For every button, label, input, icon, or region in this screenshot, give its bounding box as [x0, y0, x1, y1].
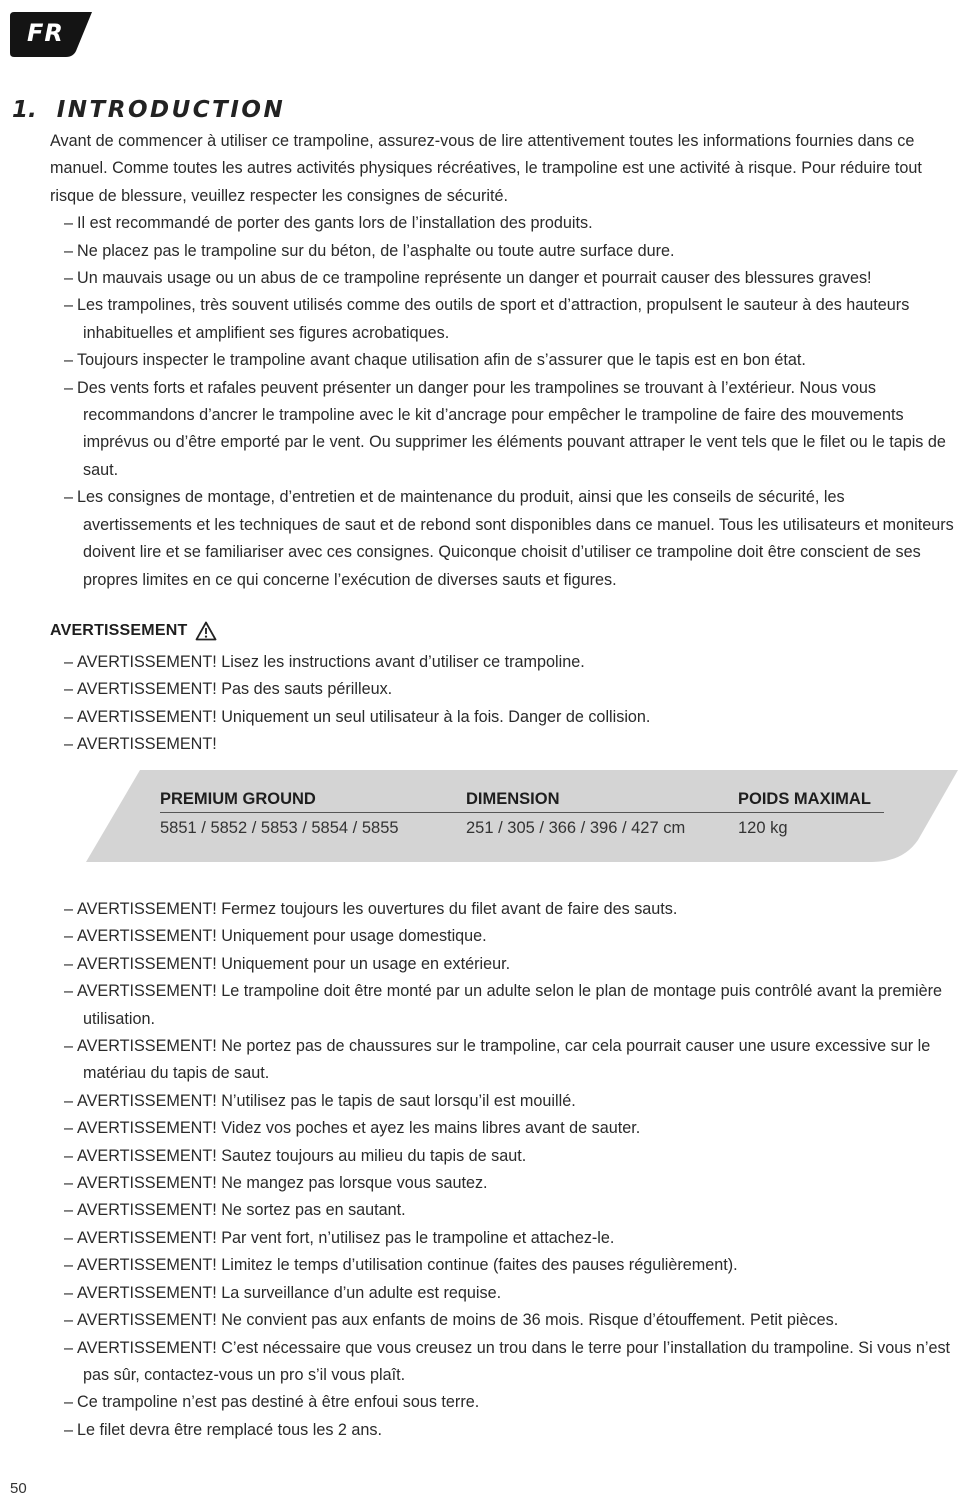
- list-item: – AVERTISSEMENT!: [64, 735, 217, 754]
- warning-heading: [50, 621, 217, 641]
- list-item: – AVERTISSEMENT! La surveillance d’un adulte est requise.: [64, 1283, 502, 1302]
- list-item: – AVERTISSEMENT! Ne portez pas de chaussures sur le trampoline, car cela pourrait causer une usure excessive sur le matériau du tapis de saut.: [64, 1037, 931, 1083]
- warning-heading-text: AVERTISSEMENT: [50, 622, 188, 639]
- list-item: – Il est recommandé de porter des gants lors de l’installation des produits.: [64, 214, 593, 233]
- warning-list-2: [50, 896, 954, 1444]
- spec-value-dimension: 251 / 305 / 366 / 396 / 427 cm: [466, 819, 686, 837]
- intro-paragraph: Avant de commencer à utiliser ce trampoline, assurez-vous de lire attentivement toutes les informations fournies dans ce manuel. Comme toutes les autres activités physiques récréatives, le trampoline est une activité à risque. Pour réduire tout risque de blessure, veuillez respecter les consignes de sécurité.: [50, 132, 922, 205]
- spec-value-max-weight: 120 kg: [738, 819, 788, 837]
- list-item: – AVERTISSEMENT! Limitez le temps d’utilisation continue (faites des pauses régulièrement).: [64, 1256, 738, 1275]
- list-item: – AVERTISSEMENT! Uniquement pour usage domestique.: [64, 927, 487, 946]
- list-item: – Toujours inspecter le trampoline avant chaque utilisation afin de s’assurer que le tapis est en bon état.: [64, 351, 806, 370]
- list-item: – AVERTISSEMENT! N’utilisez pas le tapis de saut lorsqu’il est mouillé.: [64, 1091, 576, 1110]
- list-item: – AVERTISSEMENT! Ne sortez pas en sautant.: [64, 1201, 406, 1220]
- section-title-text: INTRODUCTION: [56, 97, 286, 123]
- list-item: – AVERTISSEMENT! Le trampoline doit être monté par un adulte selon le plan de montage puis contrôlé avant la première utilisation.: [64, 982, 943, 1028]
- list-item: – Ne placez pas le trampoline sur du béton, de l’asphalte ou toute autre surface dure.: [64, 241, 675, 260]
- list-item: – Les trampolines, très souvent utilisés comme des outils de sport et d’attraction, propulsent le sauteur à des hauteurs inhabituelles et amplifient ses figures acrobatiques.: [64, 296, 910, 342]
- warning-triangle-icon: [195, 621, 217, 641]
- section-title: [12, 97, 285, 123]
- list-item: – AVERTISSEMENT! Uniquement pour un usage en extérieur.: [64, 954, 511, 973]
- list-item: – Ce trampoline n’est pas destiné à être enfoui sous terre.: [64, 1393, 480, 1412]
- warning-list-1: [50, 649, 954, 759]
- list-item: – AVERTISSEMENT! Ne convient pas aux enfants de moins de 36 mois. Risque d’étouffement. Petit pièces.: [64, 1311, 839, 1330]
- list-item: – Le filet devra être remplacé tous les 2 ans.: [64, 1420, 383, 1439]
- spec-header-model: PREMIUM GROUND: [160, 788, 466, 813]
- list-item: – Les consignes de montage, d’entretien et de maintenance du produit, ainsi que les conseils de sécurité, les avertissements et les techniques de saut et de rebond sont disponibles dans ce manuel. Tous les utilisateurs et moniteurs doivent lire et se familiariser avec ces consignes. Quiconque choisit d’utiliser ce trampoline doit être conscient de ses propres limites en ce qui concerne l’exécution de diverses sauts et figures.: [64, 488, 954, 589]
- spec-column-model: [160, 788, 466, 843]
- list-item: – AVERTISSEMENT! Par vent fort, n’utilisez pas le trampoline et attachez-le.: [64, 1228, 615, 1247]
- intro-block: [50, 128, 954, 594]
- intro-bullet-list: [50, 210, 954, 594]
- list-item: – AVERTISSEMENT! Fermez toujours les ouvertures du filet avant de faire des sauts.: [64, 900, 678, 918]
- spec-column-dimension: [466, 788, 738, 843]
- list-item: – AVERTISSEMENT! Videz vos poches et ayez les mains libres avant de sauter.: [64, 1119, 641, 1138]
- list-item: – AVERTISSEMENT! Lisez les instructions avant d’utiliser ce trampoline.: [64, 653, 585, 671]
- list-item: – AVERTISSEMENT! Pas des sauts périlleux.: [64, 680, 393, 699]
- spec-header-max-weight: POIDS MAXIMAL: [738, 788, 884, 813]
- page-number: 50: [10, 1480, 27, 1497]
- language-badge: [10, 12, 92, 57]
- list-item: – AVERTISSEMENT! Sautez toujours au milieu du tapis de saut.: [64, 1146, 527, 1165]
- section-number: 1.: [12, 97, 37, 123]
- list-item: – Des vents forts et rafales peuvent présenter un danger pour les trampolines se trouvant à l’extérieur. Nous vous recommandons d’ancrer le trampoline avec le kit d’ancrage pour empêcher le trampoline de faire des mouvements imprévus ou d’être emporté par le vent. Ou supprimer les éléments pouvant attraper le vent tels que le filet ou le tapis de saut.: [64, 378, 946, 479]
- list-item: – AVERTISSEMENT! Uniquement un seul utilisateur à la fois. Danger de collision.: [64, 707, 651, 726]
- list-item: – AVERTISSEMENT! C’est nécessaire que vous creusez un trou dans le terre pour l’installation du trampoline. Si vous n’est pas sûr, contactez-vous un pro s’il vous plaît.: [64, 1338, 951, 1384]
- spec-value-model: 5851 / 5852 / 5853 / 5854 / 5855: [160, 819, 399, 837]
- language-badge-label: FR: [27, 19, 64, 47]
- list-item: – Un mauvais usage ou un abus de ce trampoline représente un danger et pourrait causer des blessures graves!: [64, 269, 872, 288]
- spec-header-dimension: DIMENSION: [466, 788, 738, 813]
- spec-column-max-weight: [738, 788, 884, 843]
- list-item: – AVERTISSEMENT! Ne mangez pas lorsque vous sautez.: [64, 1174, 488, 1193]
